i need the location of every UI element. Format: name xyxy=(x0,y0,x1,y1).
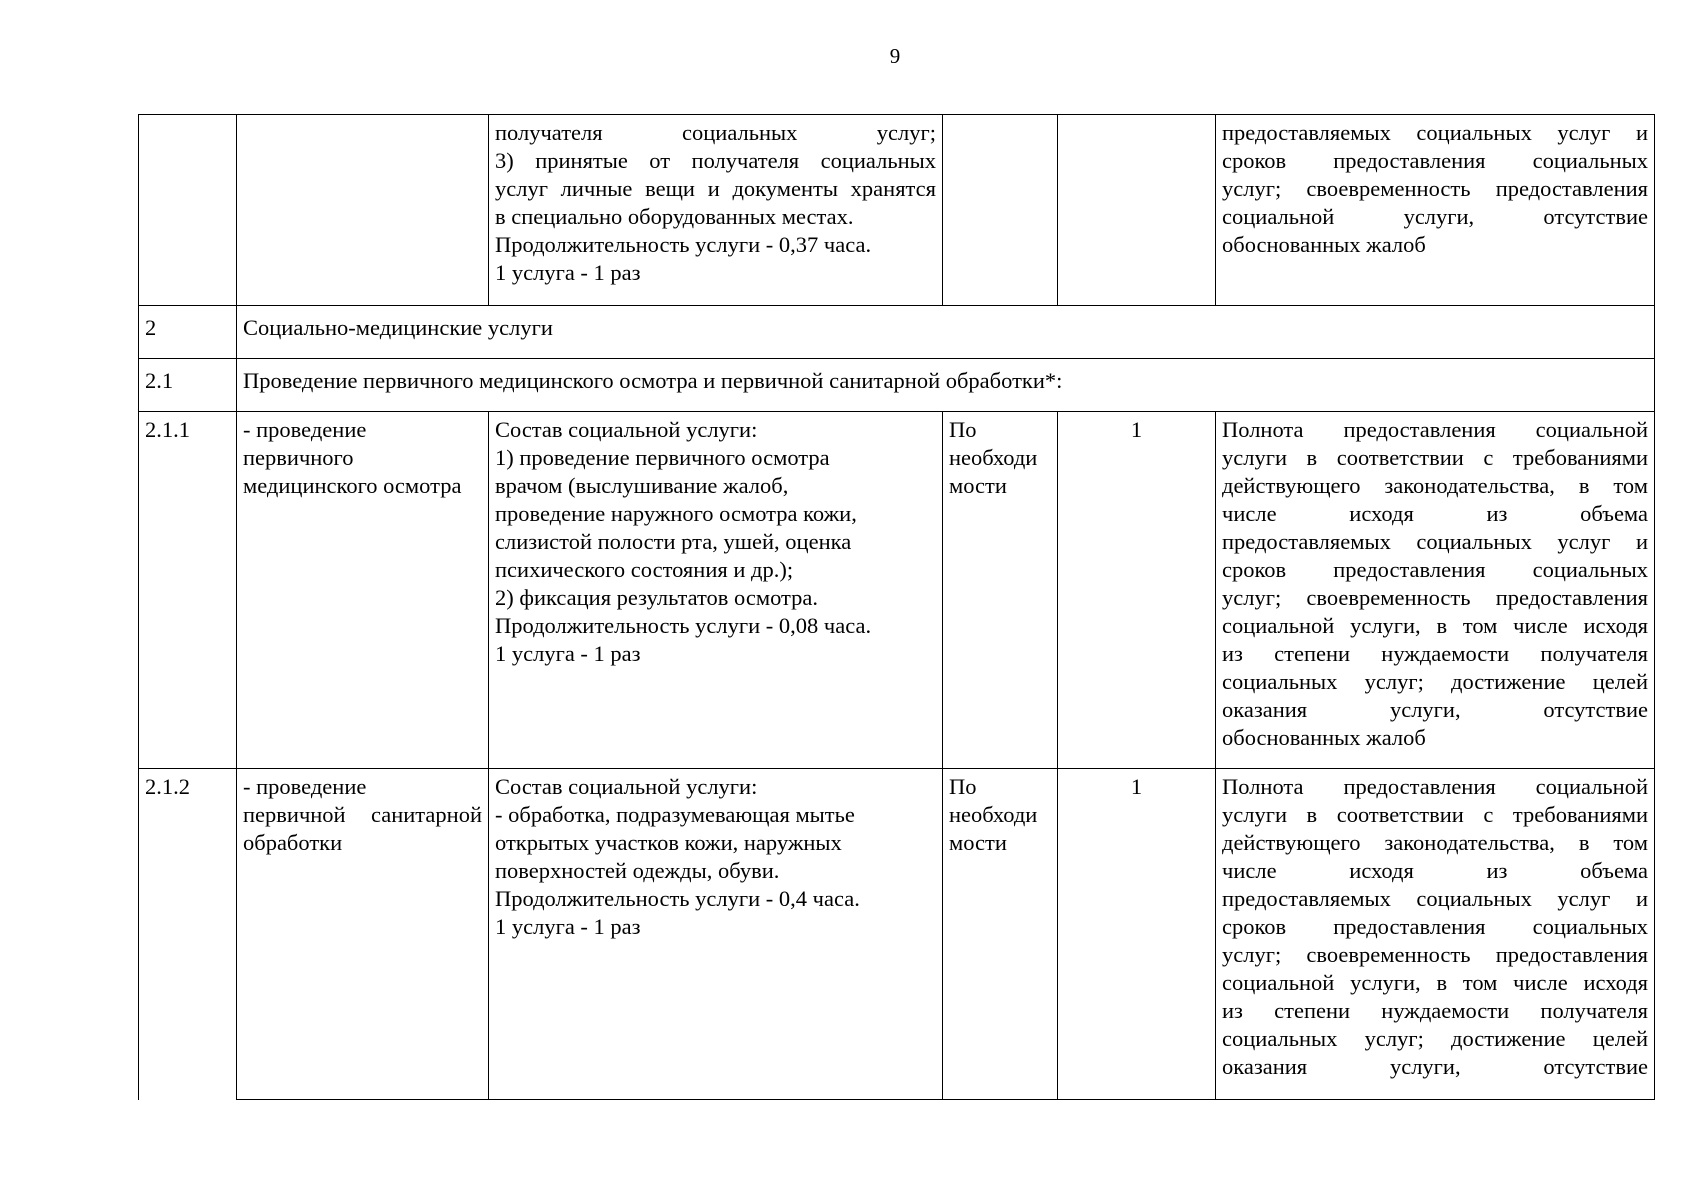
cell-number xyxy=(139,115,237,306)
page-number: 9 xyxy=(889,44,901,68)
text-line: первичной санитарной xyxy=(243,802,482,827)
text-line: числе исходя из объема xyxy=(1222,858,1648,883)
text-line: Продолжительность услуги - 0,08 часа. xyxy=(495,613,872,638)
text-line: 2) фиксация результатов осмотра. xyxy=(495,585,818,610)
text-line: обработки xyxy=(243,830,343,855)
text-line: Продолжительность услуги - 0,4 часа. xyxy=(495,886,860,911)
text-line: оказания услуги, отсутствие xyxy=(1222,697,1648,722)
text-line: слизистой полости рта, ушей, оценка xyxy=(495,529,852,554)
text-line: услуг личные вещи и документы хранятся xyxy=(495,176,936,201)
text-line: из степени нуждаемости получателя xyxy=(1222,641,1648,666)
text-line: предоставляемых социальных услуг и xyxy=(1222,120,1648,145)
cell-quantity xyxy=(1058,115,1216,306)
text-line: из степени нуждаемости получателя xyxy=(1222,998,1648,1023)
text-line: сроков предоставления социальных xyxy=(1222,557,1648,582)
table-row-section-2-1 xyxy=(139,359,1655,412)
cell-quantity: 1 xyxy=(1058,412,1216,769)
text-line: социальной услуги, в том числе исходя xyxy=(1222,613,1648,638)
text-line: услуги в соответствии с требованиями xyxy=(1222,802,1648,827)
text-line: проведение наружного осмотра кожи, xyxy=(495,501,857,526)
cell-service-name xyxy=(237,412,489,769)
text-line: предоставляемых социальных услуг и xyxy=(1222,529,1648,554)
text-line: социальных услуг; достижение целей xyxy=(1222,669,1648,694)
cell-service-name xyxy=(237,115,489,306)
text-line: По xyxy=(949,417,977,442)
text-line: сроков предоставления социальных xyxy=(1222,914,1648,939)
table-row-2-1-1 xyxy=(139,412,1655,769)
text-line: поверхностей одежды, обуви. xyxy=(495,858,780,883)
text-line: услуг; своевременность предоставления xyxy=(1222,942,1648,967)
section-title: Проведение первичного медицинского осмотра и первичной санитарной обработки*: xyxy=(237,359,1655,412)
cell-composition xyxy=(489,769,943,1100)
text-line: социальной услуги, в том числе исходя xyxy=(1222,970,1648,995)
text-line: 3) принятые от получателя социальных xyxy=(495,148,936,173)
services-table xyxy=(138,114,1655,1100)
cell-composition xyxy=(489,412,943,769)
text-line: 1 услуга - 1 раз xyxy=(495,914,641,939)
text-line: обоснованных жалоб xyxy=(1222,232,1426,257)
table-row-section-2 xyxy=(139,306,1655,359)
text-line: первичного xyxy=(243,445,354,470)
cell-frequency xyxy=(943,412,1058,769)
text-line: 1 услуга - 1 раз xyxy=(495,260,641,285)
text-line: услуг; своевременность предоставления xyxy=(1222,176,1648,201)
cell-service-name xyxy=(237,769,489,1100)
text-line: 1 услуга - 1 раз xyxy=(495,641,641,666)
text-line: - обработка, подразумевающая мытье xyxy=(495,802,855,827)
cell-criteria xyxy=(1216,115,1655,306)
cell-frequency xyxy=(943,115,1058,306)
text-line: действующего законодательства, в том xyxy=(1222,830,1648,855)
text-line: оказания услуги, отсутствие xyxy=(1222,1054,1648,1079)
section-title: Социально-медицинские услуги xyxy=(237,306,1655,359)
text-line: 1) проведение первичного осмотра xyxy=(495,445,830,470)
cell-criteria xyxy=(1216,769,1655,1100)
text-line: необходи xyxy=(949,802,1038,827)
cell-composition xyxy=(489,115,943,306)
text-line: открытых участков кожи, наружных xyxy=(495,830,842,855)
cell-quantity: 1 xyxy=(1058,769,1216,1100)
text-line: Состав социальной услуги: xyxy=(495,417,758,442)
cell-number: 2.1.1 xyxy=(139,412,237,769)
cell-frequency xyxy=(943,769,1058,1100)
cell-number: 2.1 xyxy=(139,359,237,412)
text-line: услуг; своевременность предоставления xyxy=(1222,585,1648,610)
text-line: получателя социальных услуг; xyxy=(495,120,936,145)
text-line: Состав социальной услуги: xyxy=(495,774,758,799)
text-line: Полнота предоставления социальной xyxy=(1222,417,1648,442)
text-line: - проведение xyxy=(243,417,367,442)
cell-number: 2.1.2 xyxy=(139,769,237,1100)
cell-criteria xyxy=(1216,412,1655,769)
text-line: действующего законодательства, в том xyxy=(1222,473,1648,498)
text-line: в специально оборудованных местах. xyxy=(495,204,854,229)
text-line: необходи xyxy=(949,445,1038,470)
text-line: мости xyxy=(949,473,1007,498)
text-line: сроков предоставления социальных xyxy=(1222,148,1648,173)
text-line: предоставляемых социальных услуг и xyxy=(1222,886,1648,911)
text-line: мости xyxy=(949,830,1007,855)
text-line: медицинского осмотра xyxy=(243,473,462,498)
text-line: - проведение xyxy=(243,774,367,799)
text-line: врачом (выслушивание жалоб, xyxy=(495,473,789,498)
text-line: Полнота предоставления социальной xyxy=(1222,774,1648,799)
table-row-2-1-2 xyxy=(139,769,1655,1100)
text-line: психического состояния и др.); xyxy=(495,557,794,582)
text-line: По xyxy=(949,774,977,799)
table-row-continuation xyxy=(139,115,1655,306)
text-line: числе исходя из объема xyxy=(1222,501,1648,526)
cell-number: 2 xyxy=(139,306,237,359)
text-line: обоснованных жалоб xyxy=(1222,725,1426,750)
text-line: социальной услуги, отсутствие xyxy=(1222,204,1648,229)
text-line: Продолжительность услуги - 0,37 часа. xyxy=(495,232,872,257)
text-line: услуги в соответствии с требованиями xyxy=(1222,445,1648,470)
text-line: социальных услуг; достижение целей xyxy=(1222,1026,1648,1051)
